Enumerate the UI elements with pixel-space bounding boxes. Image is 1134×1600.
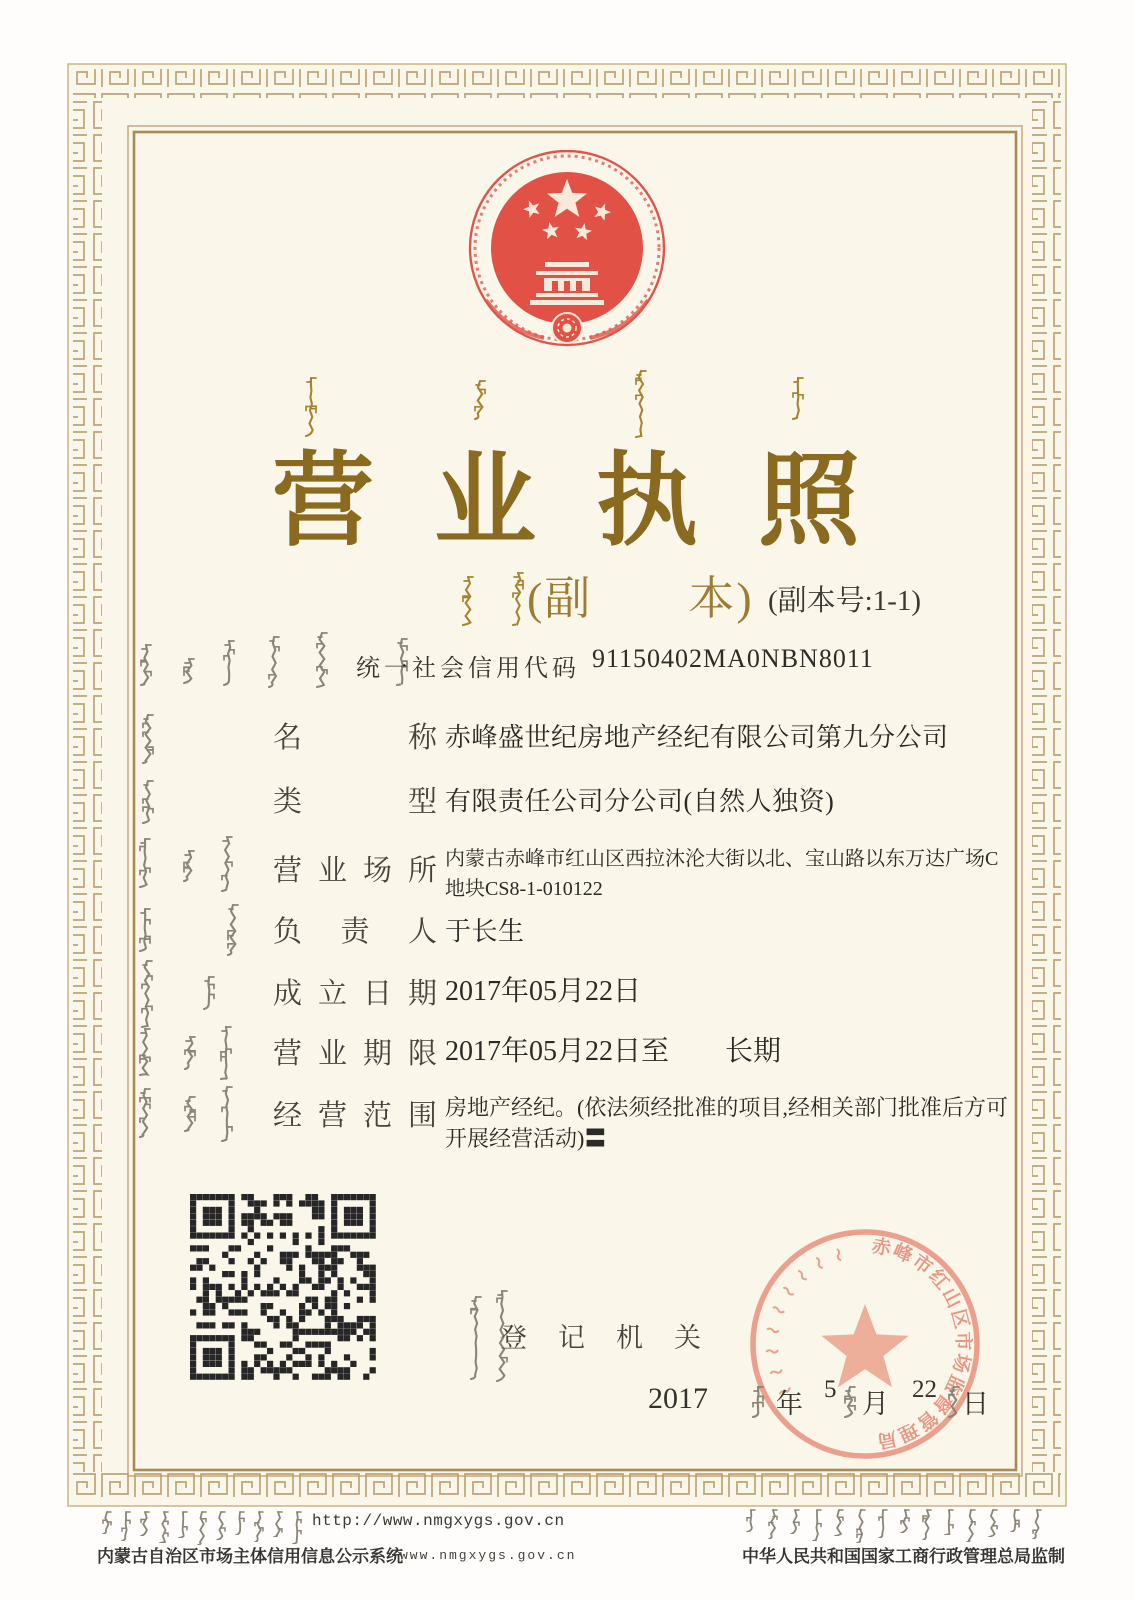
mongolian-script [832,1508,846,1536]
mongolian-script [138,1510,152,1536]
field-label-name: 名称 [273,722,437,754]
mongolian-script [842,1384,858,1418]
mongolian-script [510,570,526,626]
issuing-authority: 中华人民共和国国家工商行政管理总局监制 [742,1547,1065,1566]
mongolian-script [266,634,282,688]
mongolian-script [140,778,156,824]
credit-code-value: 91150402MA0NBN8011 [592,644,874,673]
issue-month-label: 月 [862,1389,889,1419]
mongolian-script [137,906,153,952]
mongolian-script [964,1508,978,1542]
duplicate-copy-label: (副 本) [527,573,754,624]
issue-year-label: 年 [776,1389,803,1419]
field-value-premises: 内蒙古赤峰市红山区西拉沐沦大街以北、宝山路以东万达广场C地块CS8-1-010122 [445,848,999,900]
mongolian-script [854,1508,868,1543]
issue-month: 5 [824,1376,837,1403]
field-label-person-in-charge: 负责人 [273,916,437,948]
credit-code-label: 统一社会信用代码 [356,655,580,682]
mongolian-script [460,574,476,626]
mongolian-script [181,656,197,684]
issue-year: 2017 [648,1382,708,1415]
field-label-establishment-date: 成立日期 [273,978,437,1010]
field-value-establishment-date: 2017年05月22日 [445,976,642,1007]
public-system-url: http://www.nmgxygs.gov.cn [312,1512,565,1530]
mongolian-script [100,1510,114,1534]
field-value-name: 赤峰盛世纪房地产经纪有限公司第九分公司 [445,723,949,752]
mongolian-script [137,836,153,888]
mongolian-script [221,638,237,686]
registration-authority-label: 登记机关 [500,1323,732,1353]
field-label-premises: 营业场所 [273,855,437,887]
mongolian-script [314,630,330,688]
copy-number: (副本号:1-1) [768,585,922,617]
seal-text: 赤峰市红山区市场监督管理局 [869,1235,974,1452]
mongolian-script [157,1510,171,1543]
mongolian-script [201,974,217,1010]
license-title: 营业执照 [272,444,920,558]
field-value-person-in-charge: 于长生 [445,917,525,946]
mongolian-script [252,1510,266,1542]
mongolian-script [472,378,488,420]
field-label-type: 类型 [273,786,437,818]
mongolian-script [182,1034,198,1070]
mongolian-script [468,1294,484,1380]
mongolian-script [942,1508,956,1535]
mongolian-script [182,1094,198,1132]
official-seal [743,1222,987,1466]
mongolian-script [920,1508,934,1540]
public-system-url-small: www.nmgxygs.gov.cn [400,1548,577,1563]
field-label-business-scope: 经营范围 [273,1100,437,1132]
mongolian-script [633,368,649,438]
mongolian-script [176,1510,190,1538]
mongolian-script [1030,1508,1044,1539]
mongolian-script [218,1024,234,1080]
field-value-type: 有限责任公司分公司(自然人独资) [445,787,835,816]
public-system-name: 内蒙古自治区市场主体信用信息公示系统 [97,1547,403,1566]
mongolian-script [119,1510,133,1541]
mongolian-script [810,1508,824,1541]
mongolian-script [303,375,319,437]
mongolian-script [744,1508,758,1532]
mongolian-script [140,712,156,764]
mongolian-script [137,1086,153,1138]
field-label-business-term: 营业期限 [273,1038,437,1070]
mongolian-script [876,1508,890,1538]
mongolian-script [898,1508,912,1533]
mongolian-script [195,1510,209,1545]
mongolian-script [290,1510,304,1544]
mongolian-script [137,1026,153,1076]
qr-code [190,1194,376,1380]
mongolian-script [271,1510,285,1537]
field-value-business-term: 2017年05月22日至 长期 [445,1036,782,1067]
issue-day: 22 [912,1376,937,1403]
mongolian-script [181,848,197,882]
mongolian-script [946,1384,962,1418]
mongolian-script [219,1084,235,1142]
mongolian-script [986,1508,1000,1537]
mongolian-script [214,1510,228,1540]
mongolian-script [233,1510,247,1535]
mongolian-script [138,642,154,686]
mongolian-script [1008,1508,1022,1532]
national-emblem [452,150,682,362]
mongolian-script [790,375,806,420]
mongolian-script [139,958,155,1028]
mongolian-script [219,834,235,892]
mongolian-script [766,1508,780,1539]
mongolian-script [225,902,241,956]
mongolian-script [750,1384,766,1418]
mongolian-script [788,1508,802,1534]
issue-day-label: 日 [962,1389,989,1419]
field-value-business-scope: 房地产经纪。(依法须经批准的项目,经相关部门批准后方可开展经营活动)〓 [445,1095,1008,1151]
